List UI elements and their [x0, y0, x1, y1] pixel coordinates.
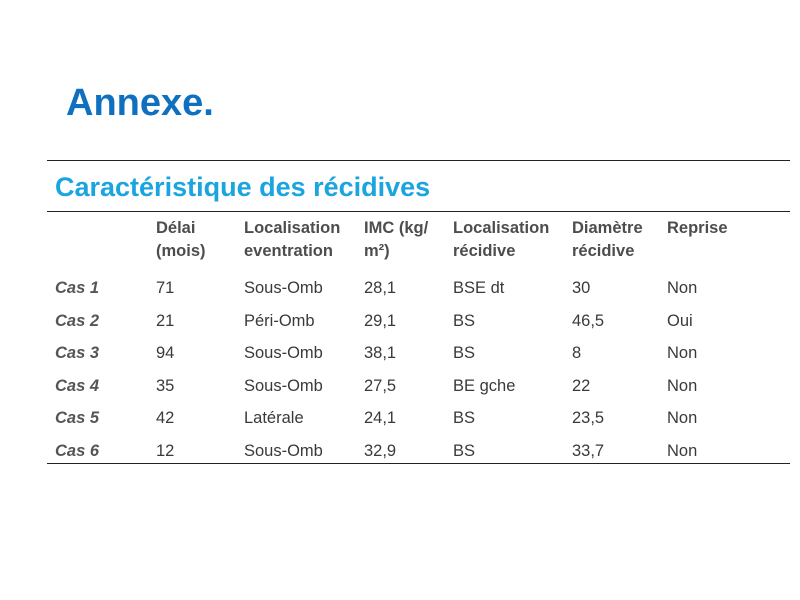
case-label: Cas 6: [55, 441, 100, 460]
table-row: [47, 370, 790, 403]
header-cell-reprise: Reprise: [667, 219, 728, 237]
table-cell-localisation-eventration: Sous-Omb: [244, 344, 323, 363]
table-cell-localisation-eventration: Latérale: [244, 409, 304, 428]
recurrence-table: [47, 217, 790, 467]
table-cell-localisation-recidive: BS: [453, 441, 476, 460]
table-cell-imc: 38,1: [364, 344, 397, 363]
table-cell-delai: 94: [156, 344, 175, 363]
table-cell-delai: 42: [156, 409, 175, 428]
table-cell-imc: 27,5: [364, 376, 397, 395]
header-cell-empty: [47, 217, 156, 272]
table-cell-reprise: Non: [667, 279, 698, 298]
header-cell-imc: IMC (kg/ m²): [364, 219, 429, 260]
table-cell-delai: 35: [156, 376, 175, 395]
table-cell-diametre-recidive: 33,7: [572, 441, 605, 460]
table-cell-diametre-recidive: 46,5: [572, 311, 605, 330]
header-cell-delai: Délai (mois): [156, 219, 206, 260]
table-header-row: [47, 217, 790, 272]
table-cell-reprise: Non: [667, 409, 698, 428]
table-cell-localisation-eventration: Péri-Omb: [244, 311, 315, 330]
top-divider: [47, 160, 790, 161]
table-row: [47, 272, 790, 305]
table-cell-delai: 71: [156, 279, 175, 298]
case-label: Cas 5: [55, 409, 100, 428]
table-row: [47, 402, 790, 435]
table-cell-reprise: Non: [667, 344, 698, 363]
case-label: Cas 4: [55, 376, 100, 395]
header-divider: [47, 211, 790, 212]
table-cell-diametre-recidive: 22: [572, 376, 591, 395]
table-cell-imc: 28,1: [364, 279, 397, 298]
table-cell-localisation-eventration: Sous-Omb: [244, 441, 323, 460]
table-cell-reprise: Oui: [667, 311, 693, 330]
table-cell-reprise: Non: [667, 441, 698, 460]
table-cell-diametre-recidive: 8: [572, 344, 582, 363]
table-cell-diametre-recidive: 23,5: [572, 409, 605, 428]
table-cell-localisation-recidive: BS: [453, 311, 476, 330]
table-cell-localisation-recidive: BSE dt: [453, 279, 505, 298]
table-cell-localisation-recidive: BE gche: [453, 376, 516, 395]
table-subtitle: Caractéristique des récidives: [55, 172, 431, 202]
table-cell-imc: 24,1: [364, 409, 397, 428]
case-label: Cas 2: [55, 311, 100, 330]
table-cell-localisation-eventration: Sous-Omb: [244, 279, 323, 298]
table-cell-reprise: Non: [667, 376, 698, 395]
table-row: [47, 337, 790, 370]
table-cell-localisation-recidive: BS: [453, 344, 476, 363]
table-cell-localisation-eventration: Sous-Omb: [244, 376, 323, 395]
table-cell-localisation-recidive: BS: [453, 409, 476, 428]
table-cell-imc: 32,9: [364, 441, 397, 460]
case-label: Cas 1: [55, 279, 100, 298]
table-cell-imc: 29,1: [364, 311, 397, 330]
table-cell-diametre-recidive: 30: [572, 279, 591, 298]
case-label: Cas 3: [55, 344, 100, 363]
table-cell-delai: 12: [156, 441, 175, 460]
table-cell-delai: 21: [156, 311, 175, 330]
table-row: [47, 305, 790, 338]
header-cell-localisation-recidive: Localisation récidive: [453, 219, 550, 260]
slide-title: Annexe.: [66, 82, 214, 124]
bottom-divider: [47, 463, 790, 464]
header-cell-diametre-recidive: Diamètre récidive: [572, 219, 643, 260]
header-cell-localisation-eventration: Localisation eventration: [244, 219, 341, 260]
